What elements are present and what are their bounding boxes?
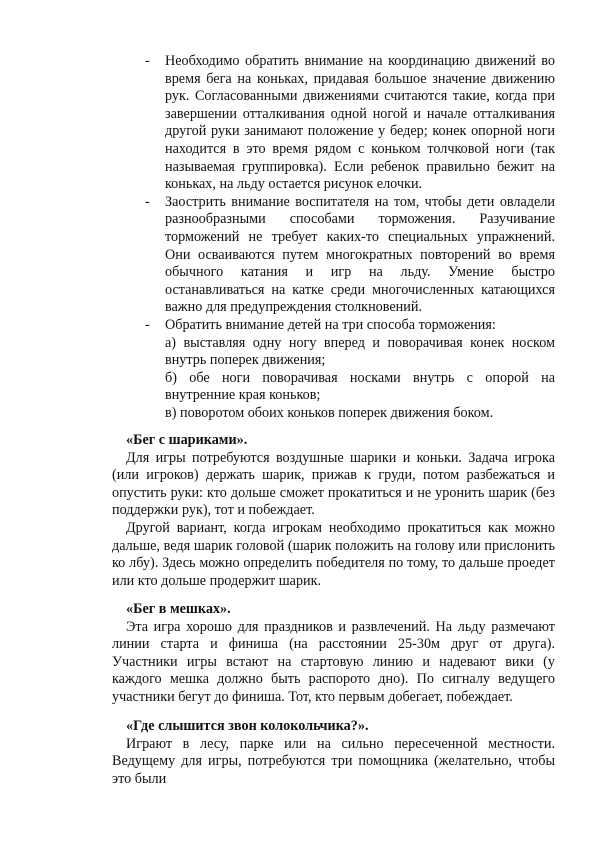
paragraph: Играют в лесу, парке или на сильно пересеченной местности. Ведущему для игры, потребуются три помощника (желательно, чтобы это были xyxy=(112,735,555,787)
section-heading: «Бег с шариками». xyxy=(126,432,248,448)
section-heading: «Бег в мешках». xyxy=(126,601,231,617)
bullet-list xyxy=(145,53,555,422)
bullet-text: Заострить внимание воспитателя на том, чтобы дети овладели разнообразными способами торможения. Разучивание торможений не требует каких-то специальных упражнений. Они осваиваются путем многократных повторений во время обычного катания и игр на льду. Умение быстро останавливаться на катке среди многочисленных катающихся важно для предупреждения столкновений. xyxy=(165,193,555,316)
bullet-text-group xyxy=(165,317,555,423)
bullet-marker: - xyxy=(145,316,150,333)
bullet-marker: - xyxy=(145,193,150,210)
sub-item: а) выставляя одну ногу вперед и поворачивая конек носком внутрь поперек движения; xyxy=(165,334,555,369)
bullet-item xyxy=(145,53,555,194)
bullet-item xyxy=(145,317,555,423)
section-beg-v-meshkah xyxy=(112,601,555,707)
bullet-item xyxy=(145,194,555,317)
paragraph: Для игры потребуются воздушные шарики и коньки. Задача игрока (или игроков) держать шарик, прижав к груди, потом разбежаться и опустить руки: кто дольше сможет прокатиться и не уронить шарик (без поддержки рук), тот и побеждает. xyxy=(112,449,555,519)
bullet-text: Необходимо обратить внимание на координацию движений во время бега на коньках, придавая большое значение движению рук. Согласованными движениями считаются такие, когда при завершении отталкивания одной ногой и начале отталкивания другой руки занимают положение у бедер; конек опорной ноги находится в это время рядом с коньком толчковой ноги (так называемая группировка). Если ребенок правильно бежит на коньках, на льду остается рисунок елочки. xyxy=(165,53,555,193)
bullet-text: Обратить внимание детей на три способа торможения: xyxy=(165,316,496,333)
sub-item: б) обе ноги поворачивая носками внутрь с опорой на внутренние края коньков; xyxy=(165,369,555,404)
bullet-marker: - xyxy=(145,53,150,69)
section-heading: «Где слышится звон колокольчика?». xyxy=(126,718,369,734)
paragraph: Эта игра хорошо для праздников и развлечений. На льду размечают линии старта и финиша (на расстоянии 25-30м друг от друга). Участники игры встают на стартовую линию и надевают вики (у каждого мешка должно быть распорото дно). По сигналу ведущего участники бегут до финиша. Тот, кто первым добегает, побеждает. xyxy=(112,618,555,705)
paragraph: Другой вариант, когда игрокам необходимо прокатиться как можно дальше, ведя шарик головой (шарик положить на голову или прислонить ко лбу). Здесь можно определить победителя по тому, то дальше проедет или кто дольше продержит шарик. xyxy=(112,519,555,589)
sub-item: в) поворотом обоих коньков поперек движения боком. xyxy=(165,404,494,421)
section-beg-s-sharikami xyxy=(112,432,555,590)
section-gde-slyshitsya-zvon xyxy=(112,718,555,788)
